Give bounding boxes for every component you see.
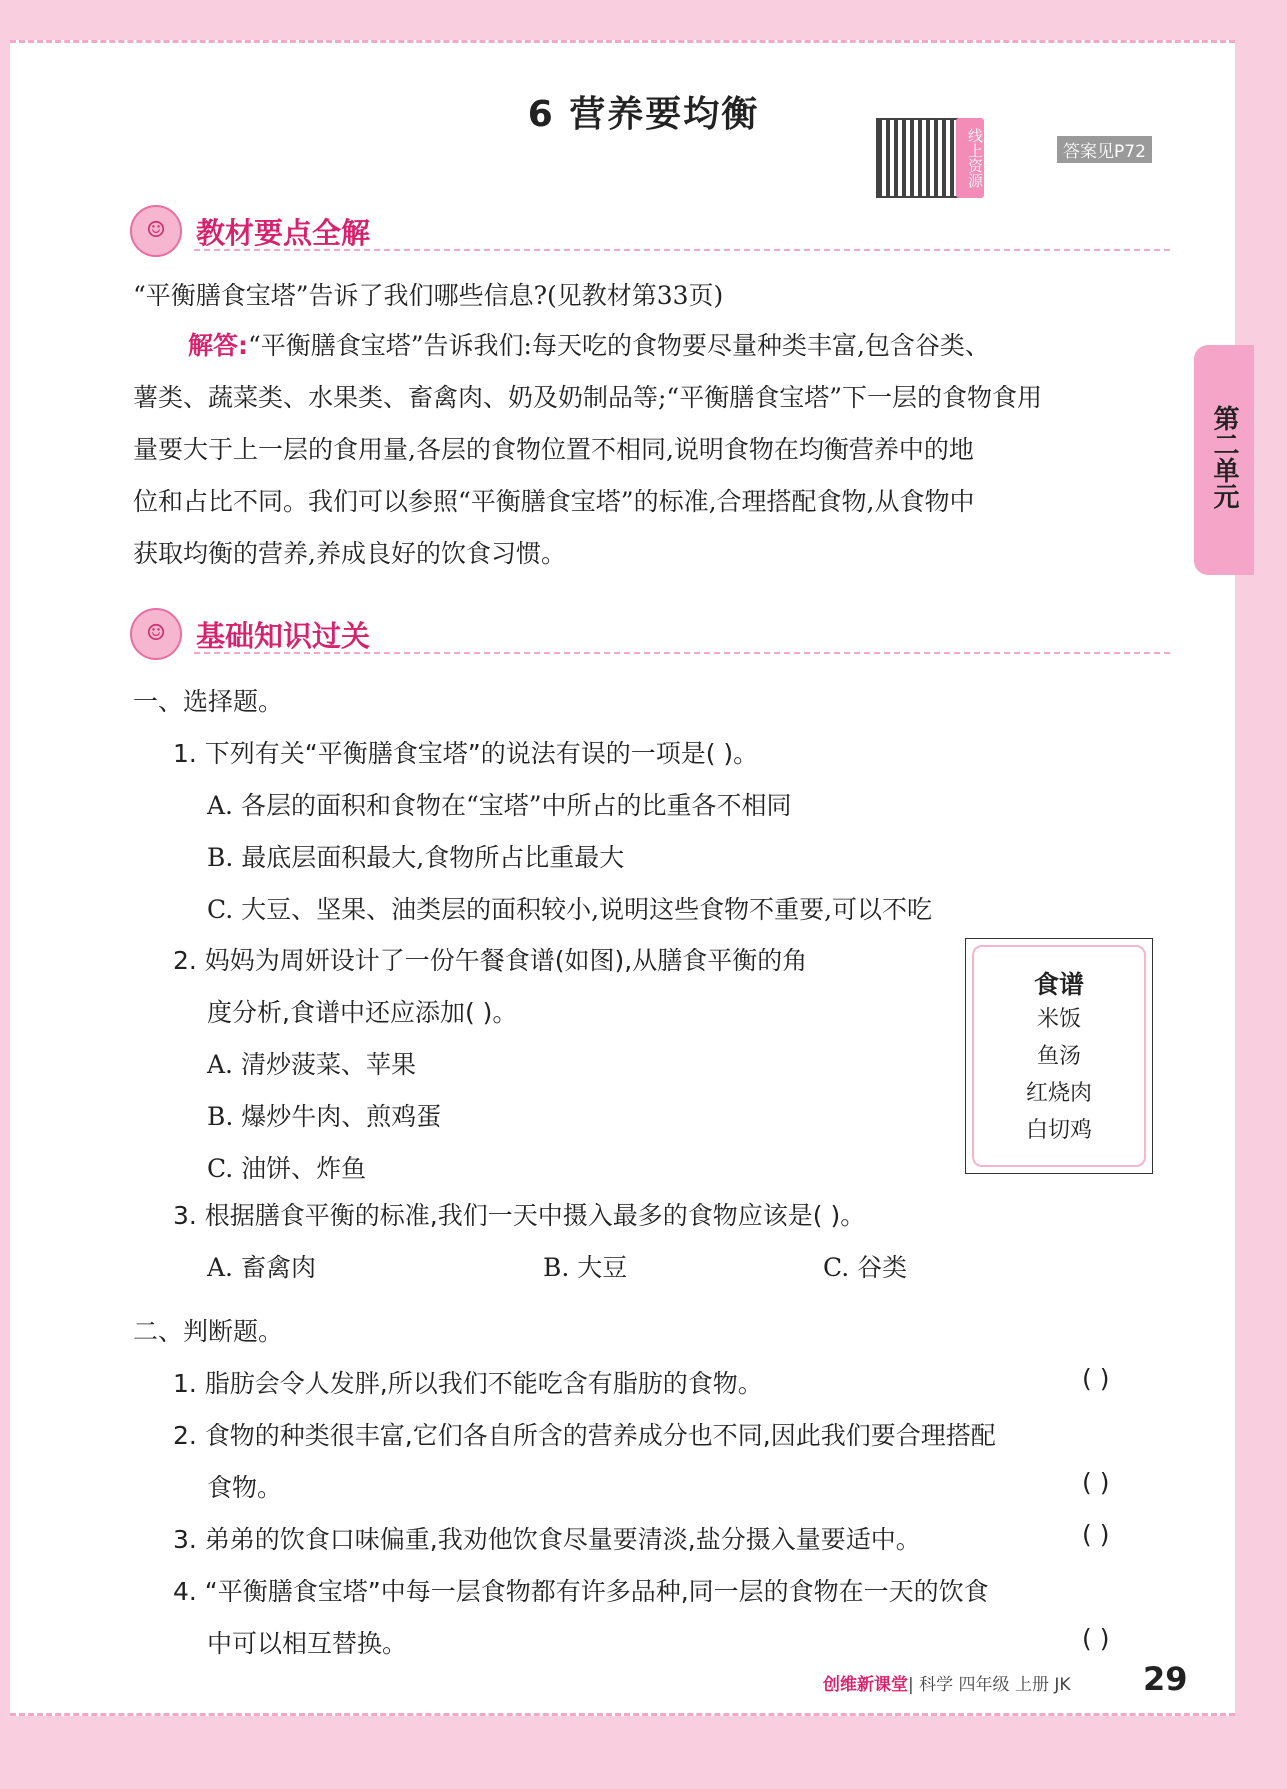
judge-4-answer-blank[interactable]: ( ) [1082,1624,1110,1653]
judge-statement-4-line-2: 中可以相互替换。 [207,1629,408,1658]
lunch-menu-figure [965,938,1153,1174]
answer-line-2: 薯类、蔬菜类、水果类、畜禽肉、奶及奶制品等;“平衡膳食宝塔”下一层的食物食用 [133,383,1042,412]
judge-statement-2-line-2: 食物。 [207,1473,283,1502]
choice-q2-option-c[interactable]: C. 油饼、炸鱼 [207,1154,367,1183]
online-resource-badge: 线上资源 [956,118,984,198]
judge-3-answer-blank[interactable]: ( ) [1082,1520,1110,1549]
answer-label: 解答: [188,331,248,360]
choice-question-2-line-2: 度分析,食谱中还应添加( )。 [207,998,518,1027]
menu-item: 鱼汤 [1036,1044,1081,1069]
choice-question-2-line-1: 2. 妈妈为周妍设计了一份午餐食谱(如图),从膳食平衡的角 [173,946,808,975]
choice-q3-option-c[interactable]: C. 谷类 [823,1253,908,1282]
judge-2-answer-blank[interactable]: ( ) [1082,1468,1110,1497]
textbook-question: “平衡膳食宝塔”告诉了我们哪些信息?(见教材第33页) [133,281,724,310]
choice-q1-option-b[interactable]: B. 最底层面积最大,食物所占比重最大 [207,843,625,872]
answer-line-3: 量要大于上一层的食用量,各层的食物位置不相同,说明食物在均衡营养中的地 [133,435,974,464]
choice-q3-option-a[interactable]: A. 畜禽肉 [207,1253,316,1282]
answer-line-1 [188,326,990,362]
choice-q1-option-c[interactable]: C. 大豆、坚果、油类层的面积较小,说明这些食物不重要,可以不吃 [207,895,933,924]
section-title: 基础知识过关 [196,619,371,653]
choice-q2-option-a[interactable]: A. 清炒菠菜、苹果 [207,1050,416,1079]
choice-q3-option-b[interactable]: B. 大豆 [543,1253,628,1282]
footer-brand: 创维新课堂 [823,1675,908,1695]
page-footer [823,1670,1071,1695]
part-judge-heading: 二、判断题。 [133,1317,284,1346]
cartoon-face-icon: ☺ [130,205,182,257]
section-header-basic-knowledge [130,608,1170,658]
menu-frame [972,945,1146,1167]
section-title: 教材要点全解 [196,216,371,250]
choice-q1-option-a[interactable]: A. 各层的面积和食物在“宝塔”中所占的比重各不相同 [207,791,792,820]
page-number: 29 [1143,1660,1188,1698]
section-divider [194,652,1170,654]
section-header-key-points [130,205,1170,255]
footer-book-info: | 科学 四年级 上册 JK [908,1675,1071,1695]
judge-statement-4-line-1: 4. “平衡膳食宝塔”中每一层食物都有许多品种,同一层的食物在一天的饮食 [173,1577,989,1606]
judge-statement-3: 3. 弟弟的饮食口味偏重,我劝他饮食尽量要清淡,盐分摄入量要适中。 [173,1525,921,1554]
menu-item: 白切鸡 [1025,1118,1092,1143]
unit-side-tab [1194,345,1254,575]
cartoon-face-icon: ☺ [130,608,182,660]
judge-1-answer-blank[interactable]: ( ) [1082,1364,1110,1393]
choice-question-1: 1. 下列有关“平衡膳食宝塔”的说法有误的一项是( )。 [173,739,759,768]
unit-side-tab-label: 第二单元 [1209,405,1239,509]
qr-code-icon[interactable] [876,118,960,198]
answer-text: “平衡膳食宝塔”告诉我们:每天吃的食物要尽量种类丰富,包含谷类、 [248,331,990,360]
menu-title: 食谱 [1033,970,1084,999]
section-divider [194,249,1170,251]
choice-q2-option-b[interactable]: B. 爆炒牛肉、煎鸡蛋 [207,1102,442,1131]
judge-statement-1: 1. 脂肪会令人发胖,所以我们不能吃含有脂肪的食物。 [173,1369,763,1398]
menu-item: 红烧肉 [1025,1081,1092,1106]
menu-item: 米饭 [1036,1007,1081,1032]
answer-line-4: 位和占比不同。我们可以参照“平衡膳食宝塔”的标准,合理搭配食物,从食物中 [133,487,975,516]
page-title: 6 营养要均衡 [527,94,760,135]
answer-line-5: 获取均衡的营养,养成良好的饮食习惯。 [133,539,566,568]
judge-statement-2-line-1: 2. 食物的种类很丰富,它们各自所含的营养成分也不同,因此我们要合理搭配 [173,1421,996,1450]
part-choice-heading: 一、选择题。 [133,687,284,716]
choice-question-3: 3. 根据膳食平衡的标准,我们一天中摄入最多的食物应该是( )。 [173,1201,866,1230]
answer-reference: 答案见P72 [1057,136,1152,163]
